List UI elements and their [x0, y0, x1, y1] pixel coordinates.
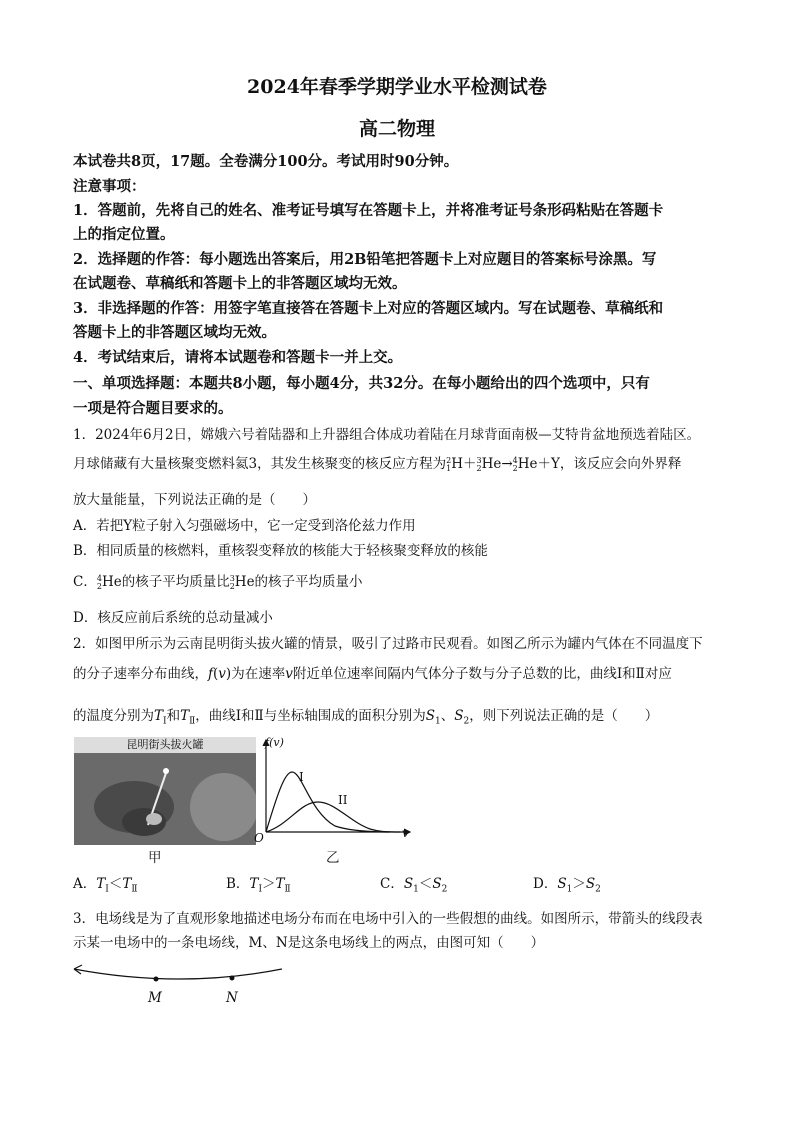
q3-stem: 示某一电场中的一条电场线，M、N是这条电场线上的两点，由图可知（ ） — [73, 935, 545, 951]
notice-heading: 注意事项： — [73, 178, 146, 195]
axis-label-origin: O — [254, 831, 264, 845]
q2-option-c: C．$S_1<S_2$ — [380, 876, 448, 895]
cupping-photo — [74, 737, 256, 845]
point-n — [230, 976, 235, 981]
q2-stem: 的温度分别为$T_Ⅰ$和$T_Ⅱ$，曲线Ⅰ和Ⅱ与坐标轴围成的面积分别为$S_1$、$S_2$，则下列说法正确的是（ ） — [73, 708, 659, 727]
q1-option-d: D．核反应前后系统的总动量减小 — [73, 610, 273, 626]
q3-stem: 3．电场线是为了直观形象地描述电场分布而在电场中引入的一些假想的曲线。如图所示，带箭头的线段表 — [73, 911, 703, 927]
notice-line: 2．选择题的作答：每小题选出答案后，用2B铅笔把答题卡上对应题目的答案标号涂黑。写 — [73, 251, 657, 268]
notice-line: 3．非选择题的作答：用签字笔直接答在答题卡上对应的答题区域内。写在试题卷、草稿纸和 — [73, 300, 664, 317]
field-line-figure — [70, 955, 290, 995]
curve-label-one: I — [299, 770, 304, 784]
notice-line: 4．考试结束后，请将本试题卷和答题卡一并上交。 — [73, 349, 403, 366]
exam-title: 2024年春季学期学业水平检测试卷 — [247, 76, 547, 98]
section-heading: 一项是符合题目要求的。 — [73, 400, 233, 417]
exam-subtitle: 高二物理 — [358, 118, 435, 140]
axis-label-v: v — [402, 826, 409, 840]
q1-stem: 1．2024年6月2日，嫦娥六号着陆器和上升器组合体成功着陆在月球背面南极—艾特肯盆地预选着陆区。 — [73, 427, 701, 443]
notice-line: 上的指定位置。 — [73, 226, 175, 243]
q1-option-a: A．若把Y粒子射入匀强磁场中，它一定受到洛伦兹力作用 — [73, 518, 416, 534]
q2-stem: 2．如图甲所示为云南昆明街头拔火罐的情景，吸引了过路市民观看。如图乙所示为罐内气体在不同温度下 — [73, 636, 703, 652]
figure-label-yi: 乙 — [326, 850, 340, 866]
q2-stem: 的分子速率分布曲线，f(v)为在速率v附近单位速率间隔内气体分子数与分子总数的比，曲线Ⅰ和Ⅱ对应 — [73, 666, 672, 682]
curve-two — [266, 802, 400, 832]
section-heading: 一、单项选择题：本题共8小题，每小题4分，共32分。在每小题给出的四个选项中，只有 — [73, 375, 650, 392]
figure-label-jia: 甲 — [148, 850, 162, 866]
q2-option-a: A．$T_Ⅰ<T_Ⅱ$ — [73, 876, 138, 895]
label-m: M — [148, 990, 162, 1006]
speed-distribution-graph — [250, 732, 420, 862]
point-m — [154, 977, 159, 982]
curve-label-two: II — [338, 793, 348, 807]
q1-option-c: C． 4 2 He的核子平均质量比 3 2 He的核子平均质量小 — [73, 573, 363, 591]
curve-one — [266, 772, 390, 832]
q1-option-b: B．相同质量的核燃料，重核裂变释放的核能大于轻核聚变释放的核能 — [73, 543, 488, 559]
q1-stem: 放大量能量，下列说法正确的是（ ） — [73, 492, 316, 508]
q2-option-b: B．$T_Ⅰ>T_Ⅱ$ — [226, 876, 291, 895]
q1-stem-equation: 月球储藏有大量核聚变燃料氦3，其发生核聚变的核反应方程为 2 1 H＋ 3 2 He→ 4 2 He＋Y，该反应会向外界释 — [73, 455, 682, 473]
notice-line: 答题卡上的非答题区域均无效。 — [73, 324, 276, 341]
photo-caption: 昆明街头拔火罐 — [74, 737, 256, 753]
label-n: N — [226, 990, 238, 1006]
axis-label-fv: f(v) — [265, 736, 284, 749]
q2-option-d: D．$S_1>S_2$ — [533, 876, 601, 895]
notice-line: 1．答题前，先将自己的姓名、准考证号填写在答题卡上，并将准考证号条形码粘贴在答题卡 — [73, 202, 664, 219]
exam-intro: 本试卷共8页，17题。全卷满分100分。考试用时90分钟。 — [73, 153, 459, 170]
notice-line: 在试题卷、草稿纸和答题卡上的非答题区域均无效。 — [73, 275, 407, 292]
